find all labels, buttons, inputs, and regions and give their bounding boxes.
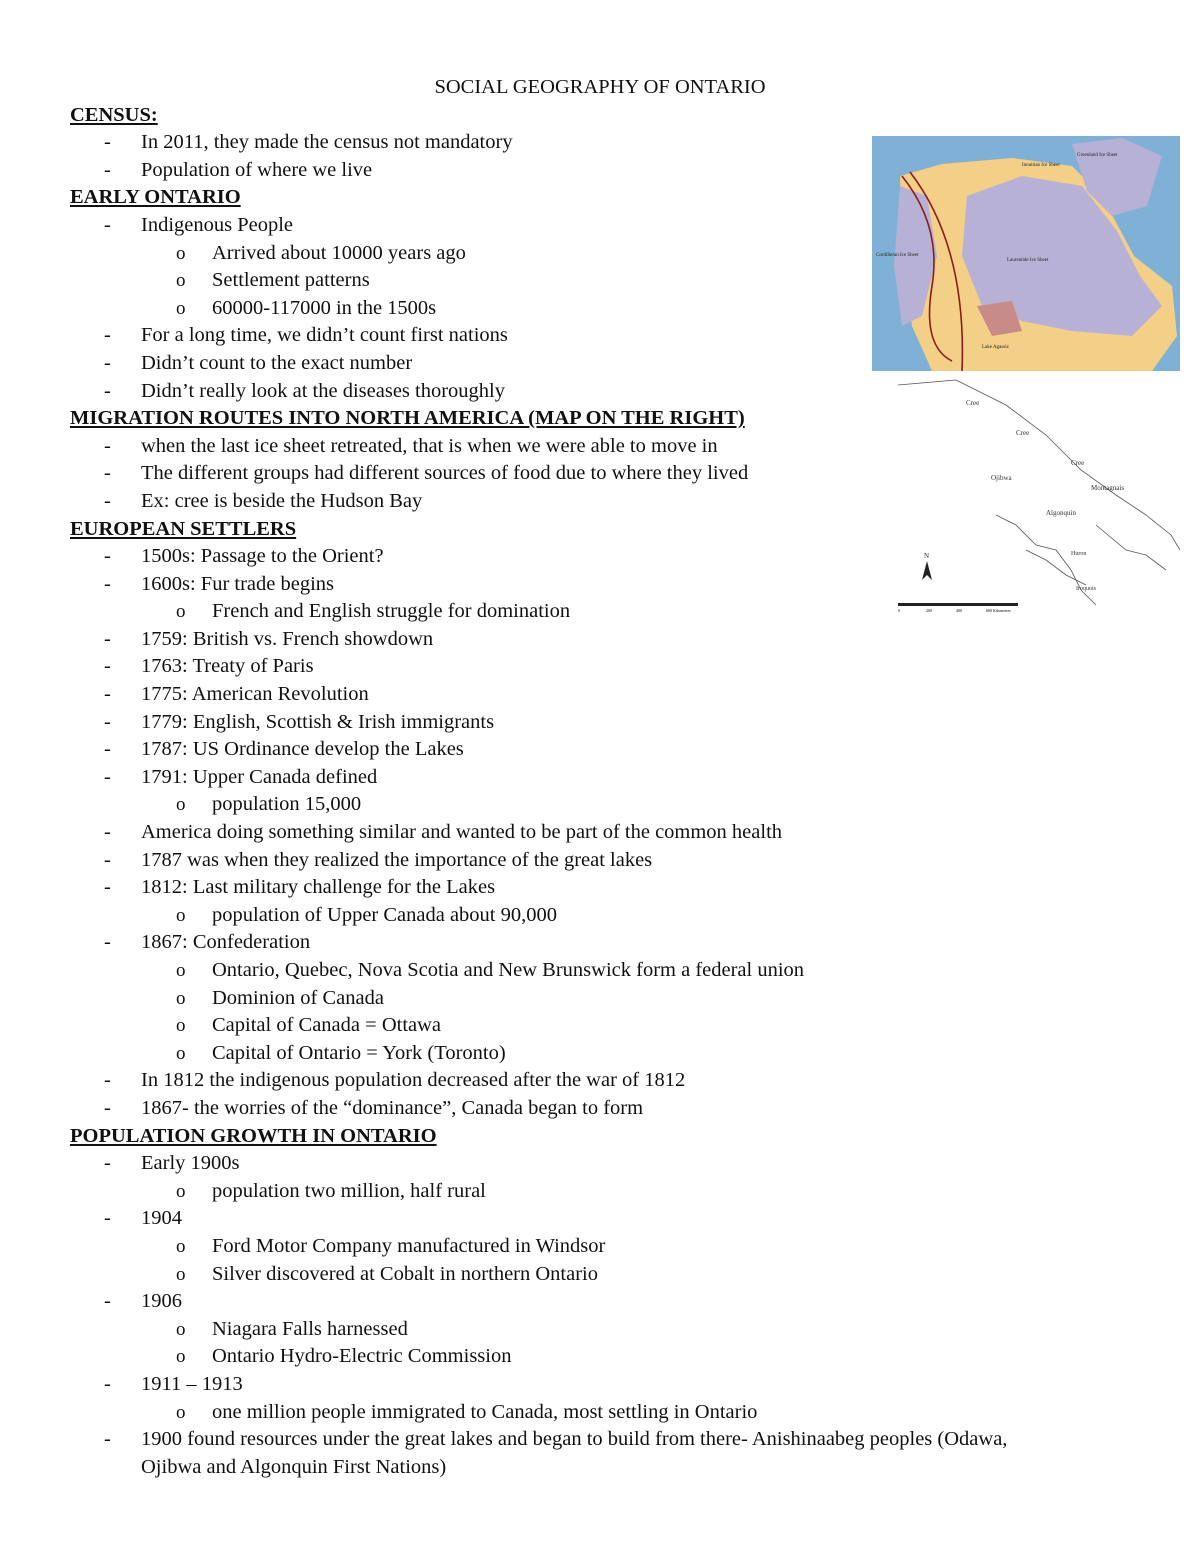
sub-list-item [70, 1261, 1160, 1289]
list-item-text: 1812: Last military challenge for the Lakes [141, 876, 496, 899]
map-label: Innuitian Ice Sheet [1022, 163, 1060, 168]
sub-list-item [70, 1399, 1160, 1427]
dash-bullet: - [104, 545, 111, 568]
map-label: Huron [1071, 551, 1087, 557]
sub-list-item [70, 1343, 1160, 1371]
dash-bullet: - [104, 1290, 111, 1313]
circle-bullet: o [176, 1235, 186, 1257]
list-item-text: 1600s: Fur trade begins [141, 572, 335, 595]
list-item-text: America doing something similar and wanted to be part of the common health [141, 821, 783, 844]
list-item-text: Didn’t count to the exact number [141, 351, 413, 374]
circle-bullet: o [176, 960, 186, 981]
list-item-text: Ontario Hydro-Electric Commission [212, 1345, 512, 1368]
circle-bullet: o [176, 904, 186, 926]
list-item-text: Capital of Canada = Ottawa [212, 1014, 442, 1037]
dash-bullet: - [104, 1152, 111, 1175]
list-item-text: In 2011, they made the census not mandatory [141, 131, 513, 154]
circle-bullet: o [176, 1401, 186, 1423]
dash-bullet: - [104, 434, 111, 457]
list-item-text: Silver discovered at Cobalt in northern Ontario [212, 1262, 598, 1285]
list-item-text: Indigenous People [141, 213, 294, 236]
dash-bullet: - [104, 158, 111, 181]
dash-bullet: - [104, 710, 111, 733]
section-heading: EARLY ONTARIO [70, 186, 241, 209]
list-item-text: Ex: cree is beside the Hudson Bay [141, 489, 423, 512]
scale-label: 600 Kilometres [986, 608, 1011, 613]
list-item-text: 1779: English, Scottish & Irish immigrants [141, 710, 495, 733]
list-item-text: Capital of Ontario = York (Toronto) [212, 1041, 506, 1064]
sub-list-item [70, 985, 1160, 1013]
dash-bullet: - [104, 213, 111, 236]
dash-bullet: - [104, 1096, 111, 1119]
list-item-text: Dominion of Canada [212, 986, 384, 1009]
list-item-text: population of Upper Canada about 90,000 [212, 903, 558, 926]
circle-bullet: o [176, 987, 186, 1009]
list-item-text: when the last ice sheet retreated, that is when we were able to move in [141, 434, 718, 457]
list-item [70, 681, 1160, 709]
first-nations-map [896, 375, 1180, 615]
list-item-text: Ontario, Quebec, Nova Scotia and New Brunswick form a federal union [212, 959, 805, 981]
dash-bullet: - [104, 738, 111, 761]
sub-list-item [70, 1178, 1160, 1206]
list-item-text: French and English struggle for domination [212, 600, 571, 623]
dash-bullet: - [104, 1207, 111, 1230]
north-arrow-icon: N [924, 552, 930, 560]
list-item-text: Didn’t really look at the diseases thoroughly [141, 379, 505, 402]
list-item-text: 1759: British vs. French showdown [141, 627, 434, 650]
map-label: Lake Agassiz [982, 345, 1009, 350]
list-item-text: 1787: US Ordinance develop the Lakes [141, 738, 464, 761]
map-label: Greenland Ice Sheet [1077, 153, 1118, 158]
sub-list-item [70, 791, 1160, 819]
list-item-text: 1906 [141, 1290, 182, 1313]
dash-bullet: - [104, 324, 111, 347]
circle-bullet: o [176, 1015, 186, 1037]
list-item-text: Ford Motor Company manufactured in Windsor [212, 1234, 606, 1257]
circle-bullet: o [176, 242, 186, 264]
list-item-text: population 15,000 [212, 793, 362, 816]
circle-bullet: o [176, 1263, 186, 1285]
circle-bullet: o [176, 1180, 186, 1202]
sub-list-item [70, 1012, 1160, 1040]
list-item-text: 1787 was when they realized the importance of the great lakes [141, 848, 653, 871]
map-label: Cree [1016, 429, 1030, 437]
dash-bullet: - [104, 131, 111, 154]
list-item [70, 1095, 1160, 1123]
circle-bullet: o [176, 1346, 186, 1368]
list-item [70, 1150, 1160, 1178]
list-item-text: 60000-117000 in the 1500s [212, 296, 437, 319]
list-item-text: Niagara Falls harnessed [212, 1317, 408, 1340]
list-item-text: 1791: Upper Canada defined [141, 765, 378, 788]
list-item-text: Arrived about 10000 years ago [212, 241, 466, 264]
list-item [70, 1205, 1160, 1233]
list-item [70, 819, 1160, 847]
dash-bullet: - [104, 876, 111, 899]
list-item [70, 1371, 1160, 1399]
list-item-text: 1500s: Passage to the Orient? [141, 545, 384, 568]
list-item [70, 874, 1160, 902]
dash-bullet: - [104, 848, 111, 871]
map-label: Iroquois [1076, 586, 1096, 592]
glacial-migration-map [872, 136, 1180, 371]
dash-bullet: - [104, 655, 111, 678]
map-label: Algonquin [1046, 509, 1076, 517]
dash-bullet: - [104, 683, 111, 706]
section-heading: MIGRATION ROUTES INTO NORTH AMERICA (MAP ON THE RIGHT) [70, 407, 745, 430]
list-item [70, 764, 1160, 792]
circle-bullet: o [176, 270, 186, 292]
circle-bullet: o [176, 601, 186, 623]
list-item [70, 847, 1160, 875]
list-item-text: Population of where we live [141, 158, 373, 181]
circle-bullet: o [176, 1318, 186, 1340]
list-item-text: 1775: American Revolution [141, 683, 369, 706]
sub-list-item [70, 1316, 1160, 1344]
list-item [70, 1288, 1160, 1316]
map-label: Cree [966, 399, 980, 407]
sub-list-item [70, 902, 1160, 930]
dash-bullet: - [104, 1372, 111, 1395]
list-item-text: population two million, half rural [212, 1179, 486, 1202]
dash-bullet: - [104, 351, 111, 374]
list-item-text: In 1812 the indigenous population decreased after the war of 1812 [141, 1069, 686, 1092]
section-heading: CENSUS: [70, 103, 158, 126]
sub-list-item [70, 1040, 1160, 1068]
list-item-text: 1900 found resources under the great lakes and began to build from there- Anishinaabeg peoples (Odawa, Ojibwa and Algonquin First Nations) [141, 1428, 1008, 1478]
dash-bullet: - [104, 379, 111, 402]
list-item [70, 1067, 1160, 1095]
dash-bullet: - [104, 1069, 111, 1092]
list-item-text: For a long time, we didn’t count first nations [141, 324, 508, 347]
list-item-text: Settlement patterns [212, 269, 370, 292]
circle-bullet: o [176, 297, 186, 319]
section-heading: EUROPEAN SETTLERS [70, 517, 297, 540]
scale-label: 0 [898, 608, 900, 613]
list-item [70, 626, 1160, 654]
list-item-text: Early 1900s [141, 1152, 240, 1175]
map-label: Montagnais [1091, 484, 1125, 492]
list-item-text: 1763: Treaty of Paris [141, 655, 314, 678]
list-item [70, 736, 1160, 764]
map-label: Cordilleran Ice Sheet [876, 253, 919, 258]
map-background [896, 375, 1180, 615]
map-label: Laurentide Ice Sheet [1007, 258, 1049, 263]
dash-bullet: - [104, 931, 111, 954]
section-heading: POPULATION GROWTH IN ONTARIO [70, 1124, 437, 1147]
list-item-text: The different groups had different sources of food due to where they lived [141, 462, 749, 485]
dash-bullet: - [104, 1428, 111, 1451]
scale-bar [898, 603, 1018, 606]
list-item [70, 709, 1160, 737]
list-item [70, 653, 1160, 681]
list-item-text: 1867- the worries of the “dominance”, Canada began to form [141, 1096, 644, 1119]
page-title: SOCIAL GEOGRAPHY OF ONTARIO [434, 76, 766, 98]
dash-bullet: - [104, 572, 111, 595]
map-label: Ojibwa [991, 474, 1012, 482]
scale-label: 200 [926, 608, 932, 613]
scale-label: 400 [956, 608, 962, 613]
list-item-text: one million people immigrated to Canada, most settling in Ontario [212, 1400, 758, 1423]
map-label: Cree [1071, 459, 1085, 467]
dash-bullet: - [104, 627, 111, 650]
list-item [70, 1426, 1160, 1481]
sub-list-item [70, 1233, 1160, 1261]
dash-bullet: - [104, 821, 111, 844]
list-item [70, 929, 1160, 957]
dash-bullet: - [104, 765, 111, 788]
circle-bullet: o [176, 1042, 186, 1064]
list-item-text: 1867: Confederation [141, 931, 311, 954]
circle-bullet: o [176, 794, 186, 816]
sub-list-item [70, 957, 1160, 985]
dash-bullet: - [104, 462, 111, 485]
list-item-text: 1911 – 1913 [141, 1372, 243, 1395]
dash-bullet: - [104, 489, 111, 512]
list-item-text: 1904 [141, 1207, 182, 1230]
